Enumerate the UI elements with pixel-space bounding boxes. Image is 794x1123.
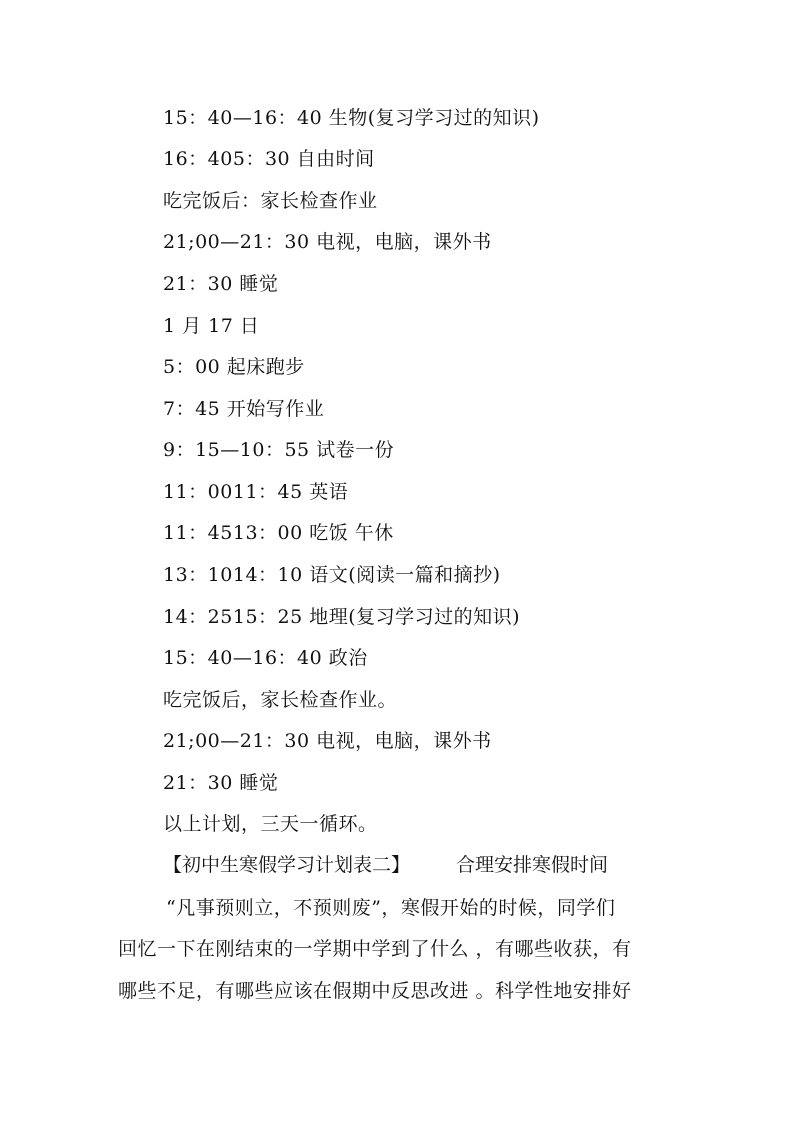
schedule-line-english: 11：0011：45 英语 [163, 481, 349, 503]
schedule-line-politics: 15：40—16：40 政治 [163, 647, 368, 669]
schedule-line-sleep: 21：30 睡觉 [163, 273, 279, 295]
paragraph-line-3: 哪些不足，有哪些应该在假期中反思改进 。科学性地安排好 [118, 980, 632, 1002]
schedule-summary: 以上计划，三天一循环。 [163, 813, 378, 835]
schedule-line-exam: 9：15—10：55 试卷一份 [163, 439, 395, 461]
schedule-line-chinese: 13：1014：10 语文(阅读一篇和摘抄) [163, 564, 501, 586]
schedule-line-free-time: 16：405：30 自由时间 [163, 148, 375, 170]
schedule-line-homework-check: 吃完饭后：家长检查作业 [163, 190, 378, 212]
section-heading [163, 853, 608, 877]
schedule-line-lunch: 11：4513：00 吃饭 午休 [163, 522, 394, 544]
schedule-line-biology: 15：40—16：40 生物(复习学习过的知识) [163, 107, 540, 129]
schedule-line-geography: 14：2515：25 地理(复习学习过的知识) [163, 606, 521, 628]
section-title: 【初中生寒假学习计划表二】 [163, 854, 411, 876]
schedule-line-tv-2: 21;00—21：30 电视，电脑，课外书 [163, 730, 492, 752]
schedule-line-tv: 21;00—21：30 电视，电脑，课外书 [163, 231, 492, 253]
schedule-line-homework: 7：45 开始写作业 [163, 398, 325, 420]
schedule-date: 1 月 17 日 [163, 315, 260, 337]
paragraph-line-1: “凡事预则立，不预则废”，寒假开始的时候，同学们 [166, 897, 616, 919]
paragraph-line-2: 回忆一下在刚结束的一学期中学到了什么 ，有哪些收获，有 [118, 938, 632, 960]
schedule-line-sleep-2: 21：30 睡觉 [163, 772, 279, 794]
schedule-line-run: 5：00 起床跑步 [163, 356, 305, 378]
section-subtitle: 合理安排寒假时间 [456, 854, 609, 876]
schedule-line-homework-check-2: 吃完饭后，家长检查作业。 [163, 689, 398, 711]
